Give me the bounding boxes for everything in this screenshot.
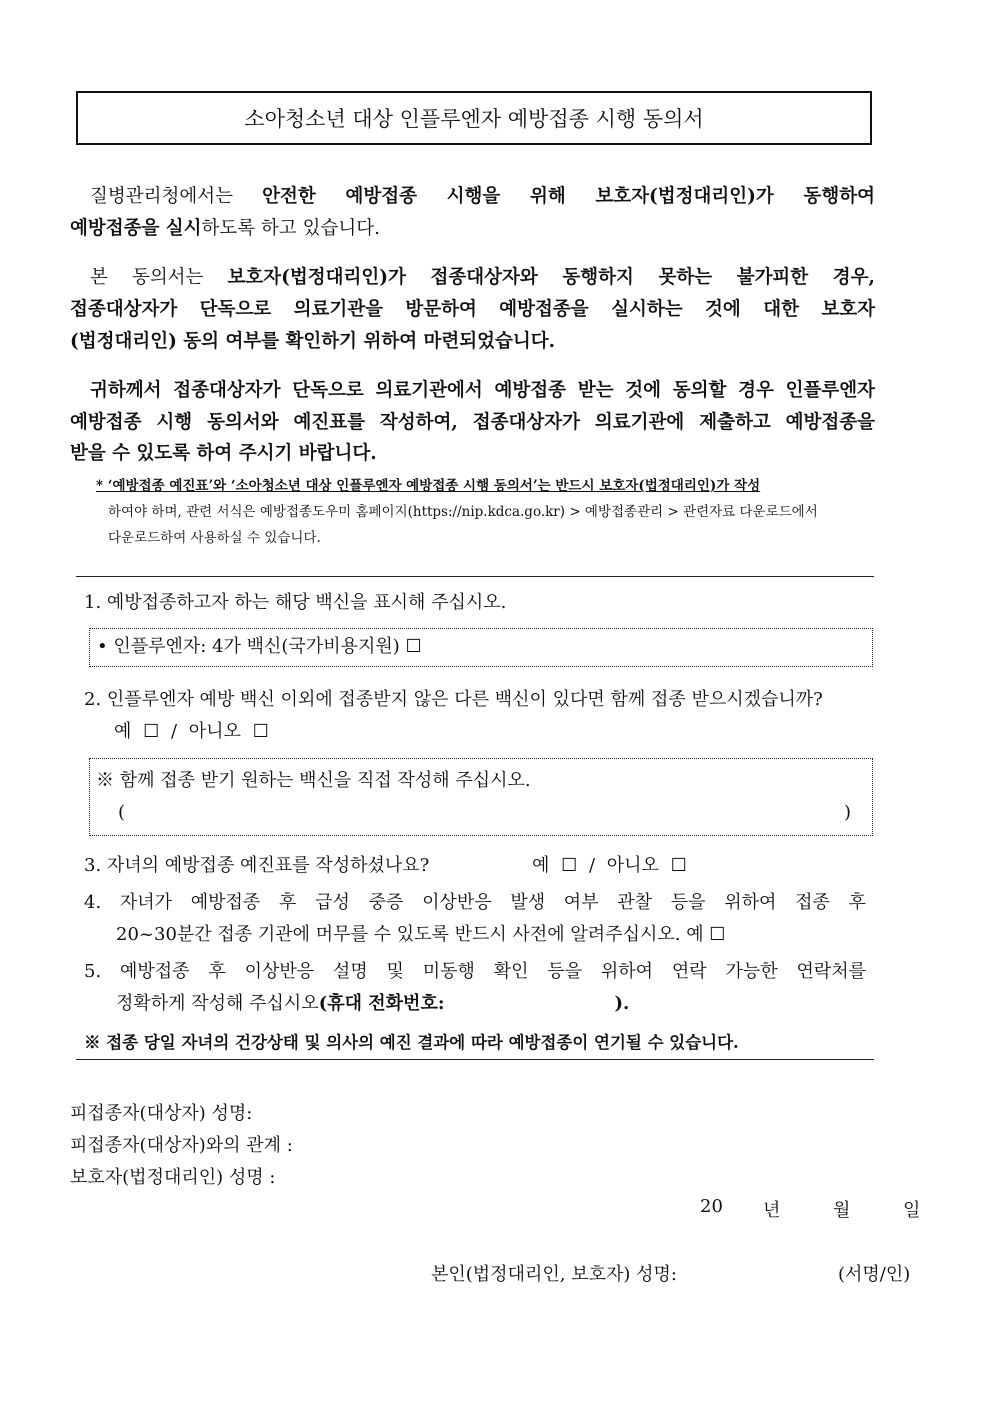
question-5-line2: 정확하게 작성해 주십시오(휴대 전화번호: ). [116,993,630,1014]
q2-other-vaccine-instruction: ※ 함께 접종 받기 원하는 백신을 직접 작성해 주십시오. [96,770,531,791]
intro-p3-line2: 예방접종 시행 동의서와 예진표를 작성하여, 접종대상자가 의료기관에 제출하고 예방접종을 [70,412,875,433]
question-3: 3. 자녀의 예방접종 예진표를 작성하셨나요? [84,855,430,876]
postpone-warning: ※ 접종 당일 자녀의 건강상태 및 의사의 예진 결과에 따라 예방접종이 연기될 수 있습니다. [84,1033,739,1052]
question-1: 1. 예방접종하고자 하는 해당 백신을 표시해 주십시오. [84,592,507,613]
document-title [76,91,872,145]
q1-option-box [89,628,873,667]
date-month-unit: 월 [833,1200,851,1221]
q2-paren-open: ( [118,802,126,823]
date-year-unit: 년 [763,1200,781,1221]
intro-p2-line3: (법정대리인) 동의 여부를 확인하기 위하여 마련되었습니다. [70,331,556,352]
subject-name-input[interactable] [285,1098,585,1122]
section-divider-bottom [76,1059,874,1060]
intro-p1-line1: 질병관리청에서는 안전한 예방접종 시행을 위해 보호자(법정대리인)가 동행하여 [90,186,875,207]
intro-p1-line2: 예방접종을 실시하도록 하고 있습니다. [70,218,381,239]
q2-paren-close: ) [844,802,852,823]
note-line3: 다운로드하여 사용하실 수 있습니다. [108,530,321,546]
q2-other-vaccine-box [89,758,873,836]
note-line2: 하여야 하며, 관련 서식은 예방접종도우미 홈페이지(https://nip.kdca.go.kr) > 예방접종관리 > 관련자료 다운로드에서 [108,504,818,520]
intro-p3-line3: 받을 수 있도록 하여 주시기 바랍니다. [70,443,377,464]
signer-name-input[interactable] [715,1258,830,1282]
note-line1: * ‘예방접종 예진표’와 ‘소아청소년 대상 인플루엔자 예방접종 시행 동의서’는 반드시 보호자(법정대리인)가 작성 [96,478,761,494]
q1-option-checkbox[interactable]: • 인플루엔자: 4가 백신(국가비용지원) ☐ [97,636,422,657]
q2-answer-checkboxes[interactable]: 예 ☐ / 아니오 ☐ [114,721,269,742]
guardian-name-input[interactable] [315,1162,615,1186]
question-4-line2[interactable]: 20~30분간 접종 기관에 머무를 수 있도록 반드시 사전에 알려주십시오. 예 ☐ [116,924,726,945]
guardian-name-label: 보호자(법정대리인) 성명 : [70,1167,276,1188]
relation-input[interactable] [340,1130,640,1154]
intro-p2-line2: 접종대상자가 단독으로 의료기관을 방문하여 예방접종을 실시하는 것에 대한 보호자 [70,299,875,320]
section-divider-top [76,576,874,577]
question-4-line1: 4. 자녀가 예방접종 후 급성 중증 이상반응 발생 여부 관찰 등을 위하여 접종 후 [84,892,866,913]
date-year-prefix: 20 [700,1196,723,1217]
intro-p2-line1: 본 동의서는 보호자(법정대리인)가 접종대상자와 동행하지 못하는 불가피한 경우, [90,267,875,288]
relation-label: 피접종자(대상자)와의 관계 : [70,1135,293,1156]
intro-p3-line1: 귀하께서 접종대상자가 단독으로 의료기관에서 예방접종 받는 것에 동의할 경우 인플루엔자 [90,380,875,401]
q2-other-vaccine-input[interactable] [130,801,830,827]
signature-stamp-label: (서명/인) [838,1264,911,1285]
q3-answer-checkboxes[interactable]: 예 ☐ / 아니오 ☐ [532,855,687,876]
title-text: 소아청소년 대상 인플루엔자 예방접종 시행 동의서 [244,107,704,131]
signer-label: 본인(법정대리인, 보호자) 성명: [431,1264,677,1285]
question-5-line1: 5. 예방접종 후 이상반응 설명 및 미동행 확인 등을 위하여 연락 가능한 연락처를 [84,961,866,982]
question-2: 2. 인플루엔자 예방 백신 이외에 접종받지 않은 다른 백신이 있다면 함께 접종 받으시겠습니까? [84,689,823,710]
date-day-unit: 일 [903,1200,921,1221]
subject-name-label: 피접종자(대상자) 성명: [70,1103,253,1124]
